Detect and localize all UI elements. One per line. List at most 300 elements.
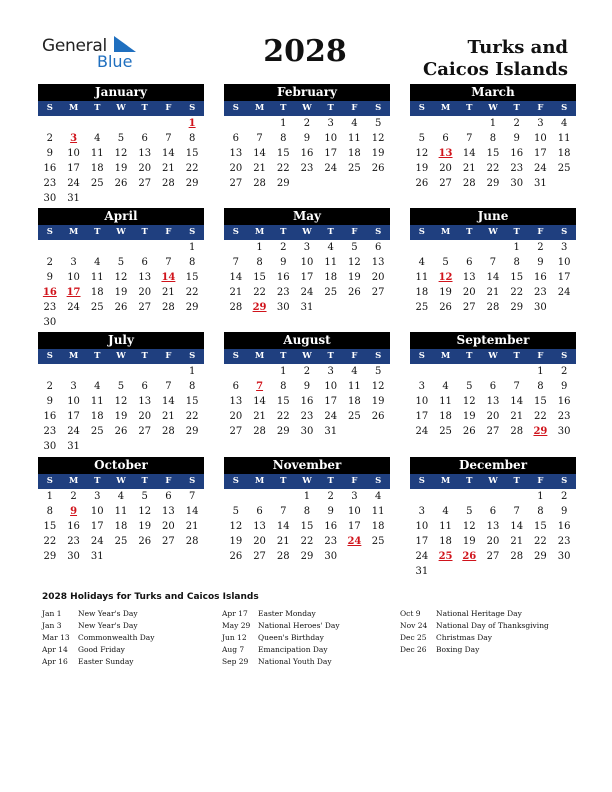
calendar-day: 17 [67,411,80,422]
calendar-day: 23 [324,536,338,547]
weekday-label: S [232,227,239,237]
month-september [410,332,576,439]
calendar-day: 18 [439,411,452,422]
holiday-day: 13 [438,148,453,159]
weekday-label: M [440,351,451,361]
weekday-label: T [280,351,287,361]
calendar-day: 31 [534,178,547,189]
calendar-day: 2 [327,491,334,502]
holiday-column [42,608,222,668]
calendar-day: 20 [138,163,152,174]
weekday-label: F [351,227,358,237]
holiday-name: Christmas Day [436,633,492,642]
weekday-label: W [488,476,498,486]
calendar-day: 16 [324,521,338,532]
calendar-day: 10 [300,257,314,268]
calendar-day: 4 [418,257,426,268]
weekday-label: F [537,476,544,486]
calendar-day: 23 [557,536,571,547]
calendar-day: 18 [371,521,385,532]
month-may [224,208,390,315]
calendar-day: 23 [300,163,314,174]
calendar-day: 4 [94,133,101,144]
empty-day [457,489,481,504]
calendar-day: 17 [557,272,571,283]
calendar-day: 3 [94,491,101,502]
empty-day [109,116,133,131]
empty-day [133,364,157,379]
weekday-label: S [561,103,568,113]
calendar-day: 1 [188,366,196,377]
calendar-day: 24 [90,536,104,547]
calendar-day: 6 [232,133,240,144]
day-grid [224,489,390,564]
holiday-day: 17 [66,287,81,298]
empty-day [85,116,109,131]
calendar-day: 25 [348,163,361,174]
calendar-day: 8 [46,506,54,517]
calendar-day: 25 [324,287,338,298]
calendar-day: 15 [534,521,547,532]
calendar-day: 21 [185,521,199,532]
calendar-day: 4 [374,491,382,502]
empty-day [62,240,86,255]
holiday-date: May 29 [222,621,251,630]
calendar-day: 4 [327,242,334,253]
calendar-day: 26 [348,287,361,298]
calendar-day: 3 [303,242,311,253]
calendar-day: 4 [94,257,101,268]
weekday-header [410,101,576,116]
calendar-day: 27 [138,426,152,437]
calendar-day: 26 [371,163,385,174]
weekday-label: W [116,351,126,361]
calendar-day: 17 [324,148,338,159]
calendar-day: 10 [557,257,571,268]
empty-day [410,364,434,379]
day-grid [410,489,576,579]
calendar-day: 25 [371,536,385,547]
weekday-label: F [537,227,544,237]
calendar-day: 24 [67,302,80,313]
calendar-day: 1 [537,366,544,377]
calendar-day: 11 [90,148,104,159]
holiday-row [42,656,222,668]
calendar-day: 8 [188,133,196,144]
weekday-label: S [232,476,239,486]
holiday-row [400,632,580,644]
calendar-day: 8 [489,133,497,144]
weekday-label: S [418,351,425,361]
empty-day [157,364,181,379]
holiday-day: 16 [42,287,57,298]
weekday-label: W [302,103,312,113]
calendar-day: 18 [348,148,361,159]
calendar-day: 30 [43,441,57,452]
calendar-day: 16 [510,148,524,159]
calendar-day: 28 [276,551,290,562]
calendar-day: 5 [141,491,148,502]
weekday-label: W [302,227,312,237]
month-title: February [224,84,390,101]
calendar-day: 21 [510,411,524,422]
holiday-row [222,644,402,656]
calendar-day: 10 [324,133,338,144]
calendar-day: 29 [276,426,290,437]
calendar-day: 9 [46,148,54,159]
calendar-day: 18 [90,163,104,174]
holiday-row [222,656,402,668]
calendar-day: 22 [43,536,57,547]
calendar-day: 20 [138,411,152,422]
calendar-day: 16 [43,163,57,174]
empty-day [224,240,248,255]
calendar-day: 28 [162,426,175,437]
calendar-day: 24 [67,426,80,437]
weekday-label: M [254,103,265,113]
calendar-day: 1 [256,242,263,253]
calendar-day: 7 [256,133,263,144]
weekday-label: T [94,476,101,486]
calendar-day: 5 [466,381,473,392]
calendar-day: 16 [557,396,571,407]
calendar-day: 27 [462,302,476,313]
holiday-day: 25 [438,551,453,562]
calendar-day: 6 [141,133,148,144]
calendar-day: 27 [253,551,266,562]
calendar-day: 8 [280,381,287,392]
calendar-day: 2 [303,366,311,377]
calendar-day: 26 [138,536,152,547]
calendar-day: 20 [229,163,243,174]
weekday-label: T [94,103,101,113]
holiday-row [400,620,580,632]
calendar-day: 13 [462,272,476,283]
calendar-day: 12 [114,148,128,159]
weekday-label: T [466,351,473,361]
weekday-label: M [68,103,79,113]
calendar-day: 20 [253,536,266,547]
calendar-day: 19 [462,411,476,422]
weekday-label: T [141,227,148,237]
calendar-day: 10 [534,133,547,144]
weekday-label: T [94,351,101,361]
month-july [38,332,204,454]
calendar-day: 26 [114,302,128,313]
day-grid [224,116,390,191]
calendar-day: 2 [46,381,54,392]
holiday-name: Good Friday [78,645,125,654]
calendar-day: 14 [486,272,500,283]
calendar-day: 22 [185,287,199,298]
calendar-day: 1 [46,491,54,502]
calendar-day: 13 [486,396,500,407]
calendar-day: 11 [90,272,104,283]
month-november [224,457,390,564]
holiday-day: 14 [161,272,176,283]
holiday-row [400,644,580,656]
calendar-day: 31 [67,441,80,452]
calendar-day: 18 [90,287,104,298]
weekday-label: M [254,351,265,361]
month-title: October [38,457,204,474]
calendar-day: 8 [513,257,520,268]
calendar-day: 12 [348,257,361,268]
calendar-day: 19 [415,163,429,174]
calendar-day: 2 [560,366,568,377]
month-title: December [410,457,576,474]
calendar-day: 30 [324,551,338,562]
calendar-day: 11 [439,396,452,407]
weekday-label: S [232,103,239,113]
weekday-header [224,101,390,116]
calendar-day: 23 [557,411,571,422]
calendar-day: 3 [70,381,77,392]
weekday-label: T [141,103,148,113]
calendar-day: 10 [324,381,338,392]
weekday-header [38,225,204,240]
calendar-day: 11 [348,381,361,392]
day-grid [410,240,576,315]
weekday-label: S [418,476,425,486]
calendar-day: 11 [348,133,361,144]
calendar-day: 26 [229,551,243,562]
weekday-label: W [488,103,498,113]
calendar-day: 16 [557,521,571,532]
calendar-day: 11 [439,521,452,532]
calendar-day: 28 [162,302,175,313]
empty-day [505,364,529,379]
month-december [410,457,576,579]
calendar-day: 3 [327,366,334,377]
calendar-day: 2 [46,257,54,268]
calendar-day: 21 [162,411,175,422]
calendar-day: 17 [415,411,429,422]
weekday-label: M [440,103,451,113]
calendar-day: 29 [185,302,199,313]
empty-day [457,240,481,255]
calendar-day: 22 [486,163,500,174]
calendar-day: 4 [442,381,449,392]
empty-day [248,364,272,379]
holiday-date: Jan 3 [42,621,62,630]
calendar-day: 2 [303,118,311,129]
empty-day [38,240,62,255]
calendar-day: 5 [374,366,382,377]
calendar-day: 14 [162,396,175,407]
calendar-day: 21 [486,287,500,298]
holiday-date: Jun 12 [222,633,247,642]
calendar-day: 18 [415,287,429,298]
holiday-name: Emancipation Day [258,645,328,654]
calendar-day: 6 [374,242,382,253]
calendar-day: 4 [442,506,449,517]
calendar-day: 23 [300,411,314,422]
weekday-label: S [375,351,382,361]
weekday-label: M [68,351,79,361]
calendar-day: 30 [43,193,57,204]
calendar-day: 22 [185,163,199,174]
calendar-day: 4 [94,381,101,392]
calendar-day: 29 [534,551,547,562]
calendar-day: 8 [537,381,544,392]
weekday-label: T [466,227,473,237]
calendar-day: 2 [46,133,54,144]
calendar-day: 12 [229,521,243,532]
calendar-day: 5 [418,133,426,144]
holiday-date: Jan 1 [42,609,62,618]
month-march [410,84,576,191]
month-title: September [410,332,576,349]
calendar-day: 24 [300,287,314,298]
weekday-label: T [513,227,520,237]
day-grid [410,116,576,191]
holiday-date: Oct 9 [400,609,421,618]
weekday-label: S [189,476,196,486]
calendar-day: 1 [303,491,311,502]
calendar-day: 27 [138,178,152,189]
calendar-day: 23 [43,178,57,189]
calendar-day: 6 [466,257,473,268]
empty-day [248,116,272,131]
calendar-day: 28 [510,551,524,562]
calendar-day: 15 [534,396,547,407]
month-june [410,208,576,315]
calendar-day: 12 [138,506,152,517]
calendar-day: 12 [371,381,385,392]
holiday-day: 29 [533,426,548,437]
weekday-label: T [280,476,287,486]
calendar-day: 17 [67,163,80,174]
calendar-day: 31 [90,551,104,562]
calendar-day: 1 [513,242,520,253]
holiday-row [222,632,402,644]
calendar-day: 19 [229,536,243,547]
calendar-day: 27 [229,426,243,437]
calendar-day: 25 [348,411,361,422]
calendar-day: 4 [117,491,125,502]
calendar-day: 9 [560,506,568,517]
weekday-label: T [327,476,334,486]
month-february [224,84,390,191]
holiday-name: Commonwealth Day [78,633,155,642]
weekday-label: T [513,476,520,486]
calendar-day: 5 [442,257,449,268]
empty-day [434,364,458,379]
weekday-label: M [440,227,451,237]
month-title: June [410,208,576,225]
calendar-day: 10 [67,148,80,159]
month-title: January [38,84,204,101]
calendar-day: 1 [537,491,544,502]
calendar-day: 9 [280,257,287,268]
calendar-day: 10 [90,506,104,517]
weekday-label: F [351,476,358,486]
calendar-day: 22 [510,287,524,298]
calendar-day: 17 [348,521,361,532]
weekday-label: S [375,103,382,113]
calendar-day: 25 [114,536,128,547]
calendar-day: 20 [486,411,500,422]
weekday-label: F [537,351,544,361]
calendar-day: 15 [300,521,314,532]
calendar-day: 15 [185,272,199,283]
calendar-day: 14 [253,148,266,159]
calendar-day: 22 [534,411,547,422]
calendar-day: 27 [162,536,175,547]
calendar-day: 4 [560,118,568,129]
empty-day [133,240,157,255]
calendar-day: 13 [371,257,385,268]
calendar-day: 31 [67,193,80,204]
calendar-day: 30 [510,178,524,189]
calendar-day: 5 [232,506,240,517]
calendar-day: 1 [489,118,497,129]
empty-day [109,240,133,255]
calendar-day: 18 [439,536,452,547]
calendar-day: 14 [229,272,243,283]
calendar-day: 26 [415,178,429,189]
country-name [368,37,568,81]
weekday-header [224,349,390,364]
weekday-label: F [165,476,172,486]
calendar-day: 12 [114,396,128,407]
calendar-day: 20 [162,521,175,532]
holiday-column [222,608,402,668]
calendar-day: 29 [43,551,57,562]
calendar-day: 21 [253,411,266,422]
holiday-name: National Heroes' Day [258,621,340,630]
calendar-day: 13 [138,148,152,159]
calendar-day: 21 [229,287,243,298]
calendar-day: 30 [557,551,571,562]
calendar-day: 14 [462,148,476,159]
weekday-header [410,225,576,240]
weekday-label: S [375,476,382,486]
calendar-day: 28 [253,426,266,437]
calendar-day: 5 [117,381,125,392]
weekday-label: M [68,227,79,237]
calendar-day: 17 [90,521,104,532]
calendar-day: 1 [280,366,287,377]
weekday-label: W [302,351,312,361]
weekday-label: F [165,103,172,113]
holiday-column [400,608,580,656]
weekday-label: S [232,351,239,361]
country-name-line-2: Caicos Islands [422,59,568,80]
holiday-day: 3 [70,133,78,144]
calendar-day: 7 [165,133,172,144]
calendar-day: 25 [90,426,104,437]
calendar-day: 17 [324,396,338,407]
calendar-day: 9 [303,381,311,392]
calendar-day: 16 [43,411,57,422]
calendar-day: 20 [229,411,243,422]
calendar-day: 18 [114,521,128,532]
calendar-day: 5 [466,506,473,517]
calendar-day: 10 [348,506,361,517]
calendar-day: 14 [510,396,524,407]
calendar-day: 13 [486,521,500,532]
calendar-day: 20 [138,287,152,298]
holiday-day: 29 [252,302,267,313]
calendar-day: 11 [557,133,571,144]
calendar-day: 4 [351,118,358,129]
calendar-day: 15 [185,396,199,407]
calendar-day: 5 [117,257,125,268]
calendar-day: 24 [324,163,338,174]
calendar-day: 18 [90,411,104,422]
